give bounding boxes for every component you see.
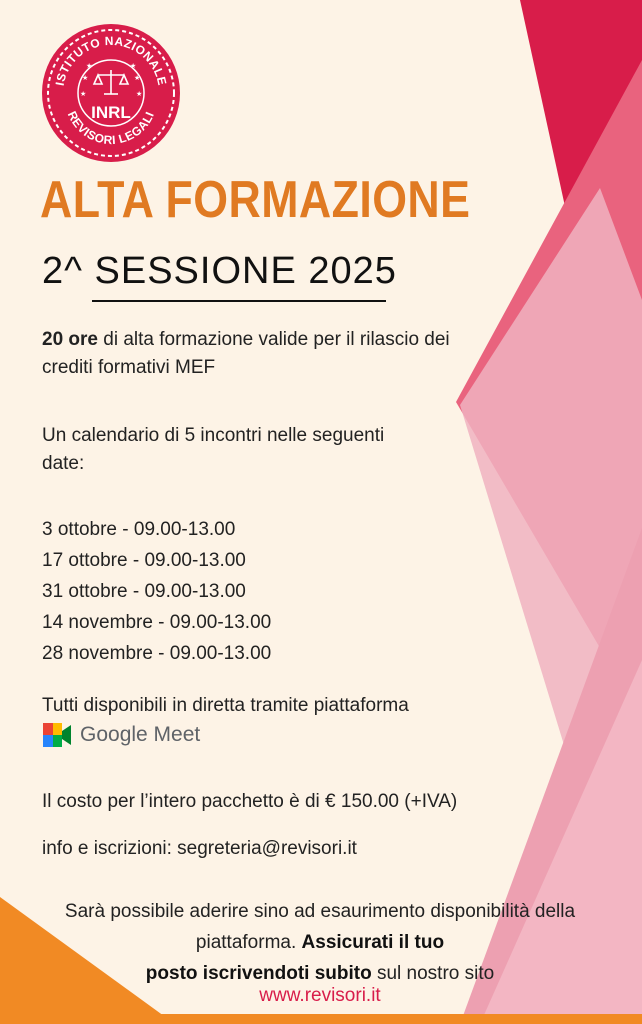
calendar-intro: Un calendario di 5 incontri nelle seguenti date: <box>42 425 385 474</box>
svg-text:★: ★ <box>86 62 93 70</box>
google-meet-logo <box>42 722 200 748</box>
dates-list <box>42 514 271 669</box>
date-item: 3 ottobre - 09.00-13.00 <box>42 519 236 540</box>
date-item: 31 ottobre - 09.00-13.00 <box>42 581 246 602</box>
svg-text:★: ★ <box>136 90 143 98</box>
closing-text-2: sul nostro sito <box>371 963 495 984</box>
svg-text:★: ★ <box>134 74 141 82</box>
svg-text:★: ★ <box>80 90 87 98</box>
info-contact: info e iscrizioni: segreteria@revisori.it <box>42 838 357 859</box>
seal-top-text: ISTITUTO NAZIONALE <box>52 33 170 87</box>
session-subtitle: 2^ SESSIONE 2025 <box>42 250 397 292</box>
orange-bottom-bar <box>0 1014 642 1024</box>
cost-text: Il costo per l’intero pacchetto è di € 150.00 (+IVA) <box>42 791 458 812</box>
seal-center-text: INRL <box>91 103 131 122</box>
closing-paragraph <box>40 896 600 989</box>
date-item: 17 ottobre - 09.00-13.00 <box>42 550 246 571</box>
inrl-seal-logo <box>40 22 182 164</box>
date-item: 14 novembre - 09.00-13.00 <box>42 612 272 633</box>
page-title: ALTA FORMAZIONE <box>40 171 471 229</box>
closing-text-1: Sarà possibile aderire sino ad esaurimento disponibilità della piattaforma. <box>64 901 576 953</box>
closing-bold-2: posto iscrivendoti subito <box>145 963 372 984</box>
intro-text: di alta formazione valide per il rilascio dei crediti formativi MEF <box>42 329 450 378</box>
closing-bold-1: Assicurati il tuo <box>301 932 445 953</box>
google-meet-label: Google Meet <box>80 723 201 746</box>
google-meet-icon <box>42 722 72 748</box>
subtitle-underline <box>92 300 386 302</box>
platform-text: Tutti disponibili in diretta tramite piattaforma <box>42 695 409 716</box>
svg-text:★: ★ <box>82 74 89 82</box>
hours-highlight: 20 ore <box>42 329 98 350</box>
date-item: 28 novembre - 09.00-13.00 <box>42 643 272 664</box>
intro-paragraph <box>42 326 482 382</box>
seal-bottom-text: REVISORI LEGALI <box>64 108 158 148</box>
svg-text:★: ★ <box>130 62 137 70</box>
website-link[interactable]: www.revisori.it <box>259 985 381 1006</box>
